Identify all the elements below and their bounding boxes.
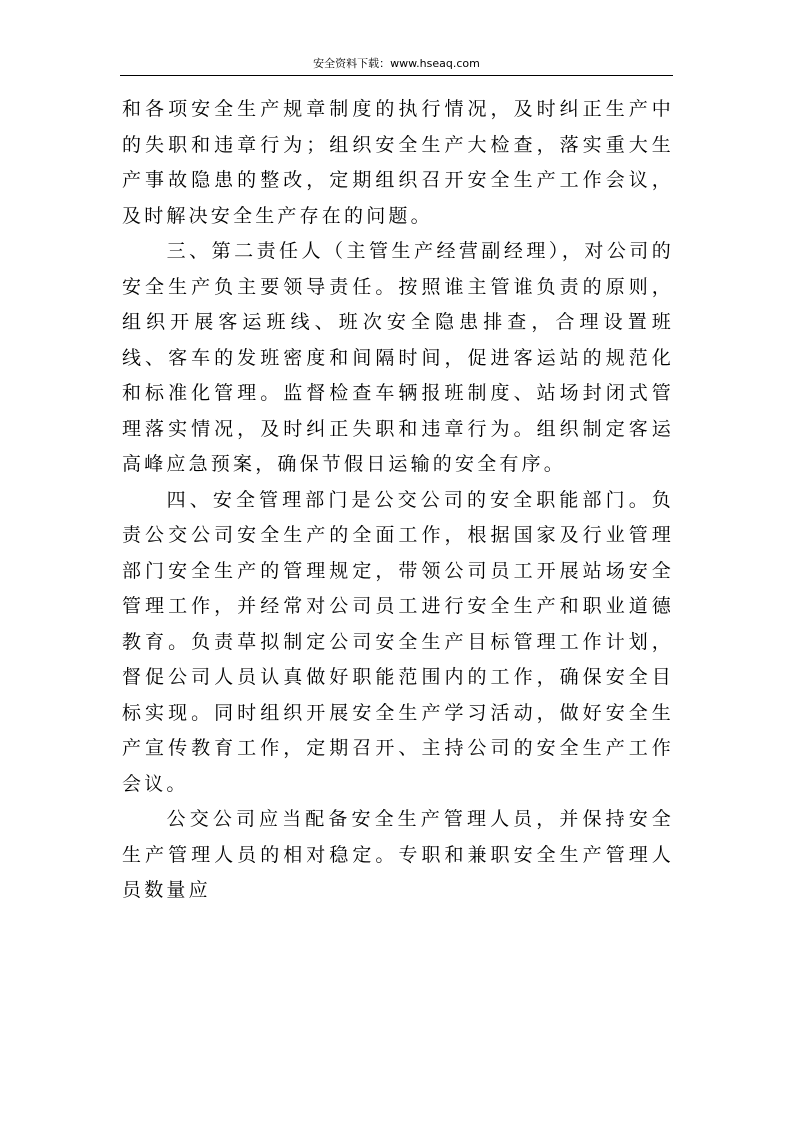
paragraph-safety-department: 四、安全管理部门是公交公司的安全职能部门。负责公交公司安全生产的全面工作，根据国家及行业管理部门安全生产的管理规定，带领公司员工开展站场安全管理工作，并经常对公司员工进行安全生产和职业道德教育。负责草拟制定公司安全生产目标管理工作计划，督促公司人员认真做好职能范围内的工作，确保安全目标实现。同时组织开展安全生产学习活动，做好安全生产宣传教育工作，定期召开、主持公司的安全生产工作会议。 [122,488,674,795]
page-header: 安全资料下载：www.hseaq.com [313,57,480,70]
header-divider [120,75,673,76]
paragraph-safety-staff: 公交公司应当配备安全生产管理人员，并保持安全生产管理人员的相对稳定。专职和兼职安全生产管理人员数量应 [122,808,674,901]
document-body [122,92,674,909]
paragraph-second-responsible: 三、第二责任人（主管生产经营副经理），对公司的安全生产负主要领导责任。按照谁主管谁负责的原则，组织开展客运班线、班次安全隐患排查，合理设置班线、客车的发班密度和间隔时间，促进客运站的规范化和标准化管理。监督检查车辆报班制度、站场封闭式管理落实情况，及时纠正失职和违章行为。组织制定客运高峰应急预案，确保节假日运输的安全有序。 [122,240,674,475]
paragraph-continuation: 和各项安全生产规章制度的执行情况，及时纠正生产中的失职和违章行为；组织安全生产大检查，落实重大生产事故隐患的整改，定期组织召开安全生产工作会议，及时解决安全生产存在的问题。 [122,98,674,227]
